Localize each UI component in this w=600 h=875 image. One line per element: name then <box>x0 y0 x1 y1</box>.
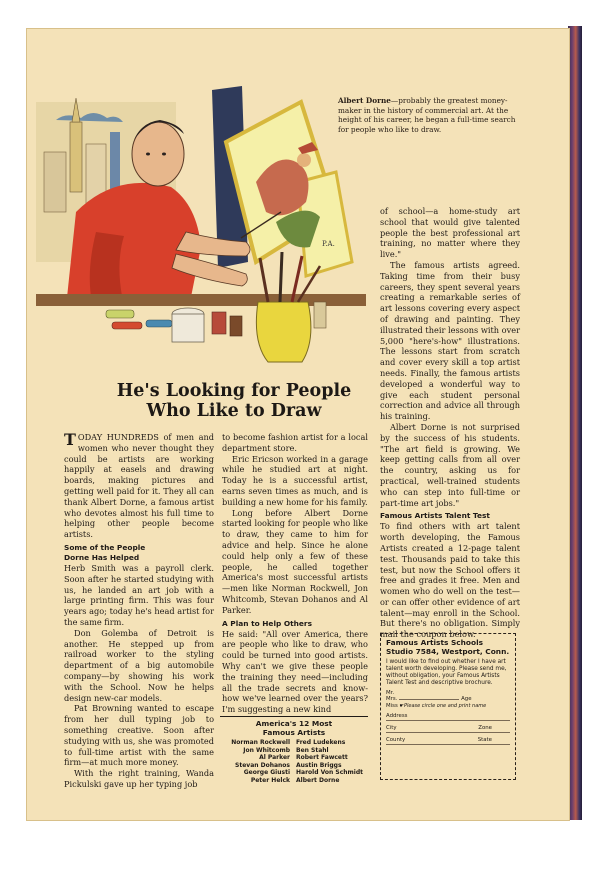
artist-eye <box>146 153 150 156</box>
artist-list <box>220 739 368 785</box>
age-label: Age <box>461 696 472 703</box>
artist-name: Norman Rockwell <box>231 739 290 746</box>
caption-name: Albert Dorne <box>338 96 391 105</box>
text-column-3 <box>380 206 520 640</box>
artist-name: Al Parker <box>259 754 290 762</box>
artist-row <box>220 747 368 755</box>
tower-building <box>70 122 82 192</box>
paragraph: of school—a home-study art school that would give talented people the best professional art training, no matter where they live." <box>380 206 520 260</box>
artist-name: Harold Von Schmidt <box>296 769 364 777</box>
state-label: State <box>477 737 492 744</box>
mail-coupon[interactable] <box>380 633 516 780</box>
artist-eye-2 <box>162 153 166 156</box>
ink-jar <box>212 312 226 334</box>
paragraph: To find others with art talent worth developing, the Famous Artists created a 12-page talent test. Thousands paid to take this test, but now the School offers it free and grades it free. Men and women who do well on the test—or can offer other evidence of art talent—may enroll in the School. But there's no obligation. Simply mail the coupon below. <box>380 521 520 640</box>
subhead: A Plan to Help Others <box>222 618 312 628</box>
caption-text: —probably the greatest money-maker in the history of commercial art. At the height of his career, he began a full-time search for people who like to draw. <box>338 96 516 134</box>
subhead-line-1: Some of the People <box>64 542 146 552</box>
lead-in: ODAY HUNDREDS <box>77 432 159 442</box>
coupon-title-line-1: Famous Artists Schools <box>386 638 484 647</box>
text-column-1 <box>64 432 214 790</box>
painting-signature: P.A. <box>322 240 335 248</box>
paragraph: Long before Albert Dorne started looking for people who like to draw, they came to him for advice and help. Since he alone could help only a few of these people, he called together America's most successful artists—men like Norman Rockwell, Jon Whitcomb, Stevan Dohanos and Al Parker. <box>222 507 368 615</box>
building-left <box>44 152 66 212</box>
bottle <box>314 302 326 328</box>
subhead: Famous Artists Talent Test <box>380 511 490 521</box>
artist-row <box>220 739 368 747</box>
text-column-2 <box>222 432 368 715</box>
title-option-miss[interactable] <box>386 703 510 709</box>
artist-name: Austin Briggs <box>296 761 342 769</box>
paint-tube-3 <box>146 320 172 327</box>
paragraph: With the right training, Wanda Pickulski gave up her typing job <box>64 768 214 789</box>
artist-name: Jon Whitcomb <box>243 746 290 754</box>
paint-tube-2 <box>112 322 142 329</box>
artist-name: Stevan Dohanos <box>235 761 290 769</box>
name-field-block[interactable] <box>386 690 510 709</box>
pointing-hand-icon: ☛ <box>399 702 404 709</box>
artist-name: Albert Dorne <box>296 776 340 784</box>
paragraph: to become fashion artist for a local department store. <box>222 432 368 453</box>
paragraph: Pat Browning wanted to escape from her dull typing job to something creative. Soon after studying with us, she was promoted to full-time artist with the same firm—at much more money. <box>64 703 214 768</box>
subhead <box>64 543 214 563</box>
masters-title-line-1: America's 12 Most <box>255 719 333 728</box>
artist-row <box>220 777 368 785</box>
city-zone-field[interactable] <box>386 725 510 733</box>
artist-row <box>220 762 368 770</box>
shirt-shadow <box>90 232 124 302</box>
title-option-miss-label: Miss <box>386 702 398 709</box>
paragraph: Don Golemba of Detroit is another. He stepped up from railroad worker to the styling department of a big automobile company—by showing his work with the School. Now he helps design new-car models. <box>64 627 214 703</box>
artist-name: Ben Stahl <box>296 746 329 754</box>
artist-illustration <box>36 62 366 372</box>
artist-row <box>220 754 368 762</box>
artist-name: Robert Fawcett <box>296 754 348 762</box>
zone-label: Zone <box>478 725 492 732</box>
county-label: County <box>386 737 406 744</box>
circle-hint-text: Please circle one and print name <box>403 702 487 709</box>
artist-name: Peter Helck <box>250 776 290 784</box>
subhead-line-2: Dorne Has Helped <box>64 552 140 562</box>
title-option-mrs-label: Mrs. <box>386 696 398 703</box>
paragraph: Albert Dorne is not surprised by the success of his students. "The art field is growing. We keep getting calls from all over the country, asking us for practical, well-trained students who can step into full-time or part-time art jobs." <box>380 421 520 508</box>
artist-name: Fred Ludekens <box>296 739 346 746</box>
paragraph: He said: "All over America, there are people who like to draw, who could be turned into good artists. Why can't we give these people the training they need—including all the trade secrets and know-how we've learned over the years? I'm suggesting a new kind <box>222 628 368 715</box>
headline-line-2: Who Like to Draw <box>146 401 322 421</box>
coupon-title <box>386 638 510 656</box>
brush-2 <box>280 252 282 302</box>
name-line[interactable] <box>399 699 459 700</box>
paragraph-text: of men and women who never thought they could be artists are working happily at easels and drawing boards, making pictures and getting well paid for it. They all can thank Albert Dorne, a famous artist who devotes almost his full time to helping other people become artists. <box>64 432 214 540</box>
coupon-body: I would like to find out whether I have art talent worth developing. Please send me, without obligation, your Famous Artists Talent Test and descriptive brochure. <box>386 659 507 686</box>
circle-hint <box>400 703 487 709</box>
artist-row <box>220 769 368 777</box>
famous-artists-box <box>220 716 368 785</box>
headline <box>94 381 374 421</box>
paragraph: Eric Ericson worked in a garage while he studied art at night. Today he is a successful artist, earns seven times as much, and is building a new home for his family. <box>222 453 368 507</box>
city-label: City <box>386 725 397 732</box>
paint-tube <box>106 310 134 318</box>
brush-jar <box>256 302 311 362</box>
address-field[interactable] <box>386 713 510 721</box>
artist-name: George Giusti <box>243 769 290 777</box>
ink-jar-2 <box>230 316 242 336</box>
masters-title <box>220 719 368 737</box>
county-state-field[interactable] <box>386 737 510 745</box>
masters-title-line-2: Famous Artists <box>262 728 326 737</box>
cup-stack <box>172 314 204 342</box>
headline-line-1: He's Looking for People <box>116 381 352 401</box>
painting-head <box>297 153 311 167</box>
page-edge-strip <box>568 26 582 820</box>
title-option-mr[interactable]: Mr. <box>386 690 395 696</box>
paragraph: The famous artists agreed. Taking time from their busy careers, they spent several years creating a remarkable series of art lessons covering every aspect of drawing and painting. They illustrated their lessons with over 5,000 "here's-how" illustrations. The lessons start from scratch and cover every skill a top artist needs. Finally, the famous artists developed a wonderful way to give each student personal correction and advice all through his training. <box>380 259 520 422</box>
coupon-title-line-2: Studio 7584, Westport, Conn. <box>386 647 510 656</box>
illustration-caption <box>338 96 518 134</box>
paragraph <box>64 432 214 540</box>
address-label: Address <box>386 713 408 720</box>
drop-cap: T <box>64 430 76 449</box>
paragraph: Herb Smith was a payroll clerk. Soon after he started studying with us, he landed an art job with a large printing firm. This was four years ago; today he's head artist for the same firm. <box>64 562 214 627</box>
